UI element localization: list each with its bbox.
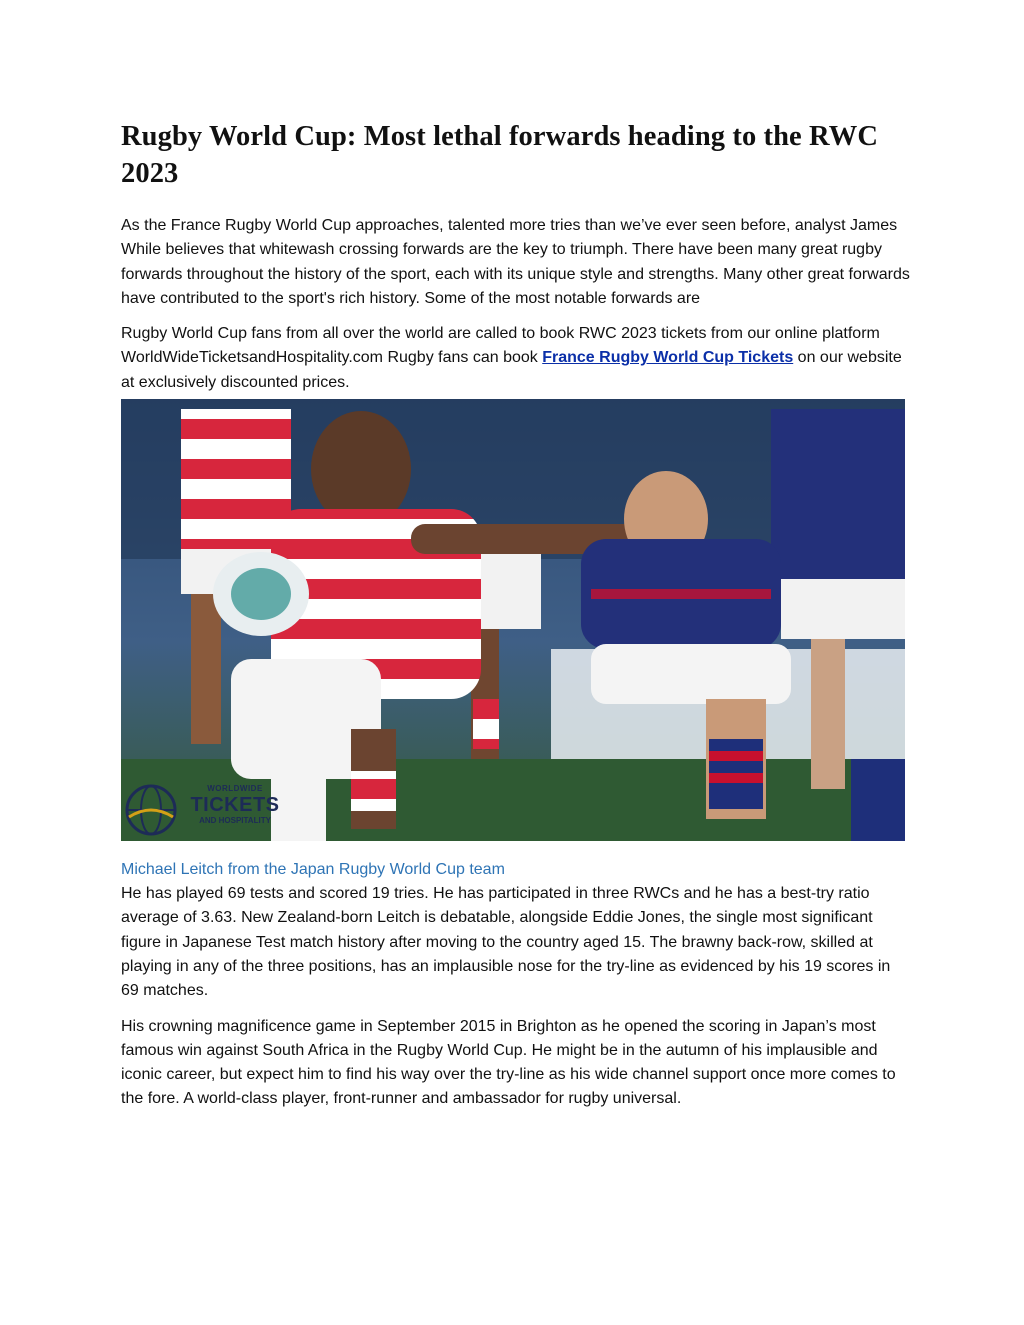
watermark-hospitality: AND HOSPITALITY: [199, 816, 271, 826]
rugby-match-photo: [121, 399, 905, 841]
france-rwc-tickets-link[interactable]: France Rugby World Cup Tickets: [542, 349, 794, 367]
intro-paragraph: As the France Rugby World Cup approaches, talented more tries than we’ve ever seen before, analyst James While believes that whitewash crossing forwards are the key to triumph. There have been many great rugby forwards throughout the history of the sport, each with its unique style and strengths. Many other great forwards have contributed to the sport's rich history. Some of the most notable forwards are: [121, 217, 910, 307]
watermark-tickets: TICKETS: [190, 794, 280, 817]
promo-text-before: Rugby World Cup fans from all over the world are called to book RWC 2023 tickets from our online platform WorldWideTicketsandHospitality.com Rugby fans can book: [121, 325, 880, 367]
worldwide-tickets-watermark: [123, 783, 293, 837]
promo-paragraph: [121, 322, 911, 395]
body-paragraph-2: His crowning magnificence game in September 2015 in Brighton as he opened the scoring in Japan’s most famous win against South Africa in the Rugby World Cup. He might be in the autumn of his implausible and iconic career, but expect him to find his way over the try-line as his wide channel support once more comes to the fore. A world-class player, front-runner and ambassador for rugby universal.: [121, 1017, 896, 1108]
promo-text-after: on our website at exclusively discounted prices.: [121, 349, 902, 391]
watermark-worldwide: WORLDWIDE: [207, 784, 263, 794]
body-paragraph-1: He has played 69 tests and scored 19 tries. He has participated in three RWCs and he has a best-try ratio average of 3.63. New Zealand-born Leitch is debatable, alongside Eddie Jones, the single most significant figure in Japanese Test match history after moving to the country aged 15. The brawny back-row, skilled at playing in any of the three positions, has an implausible nose for the try-line as evidenced by his 19 scores in 69 matches.: [121, 885, 891, 1000]
globe-logo-icon: [123, 783, 179, 837]
article: [121, 118, 911, 1112]
article-title: Rugby World Cup: Most lethal forwards heading to the RWC 2023: [121, 121, 878, 189]
section-heading: Michael Leitch from the Japan Rugby World Cup team: [121, 861, 505, 879]
